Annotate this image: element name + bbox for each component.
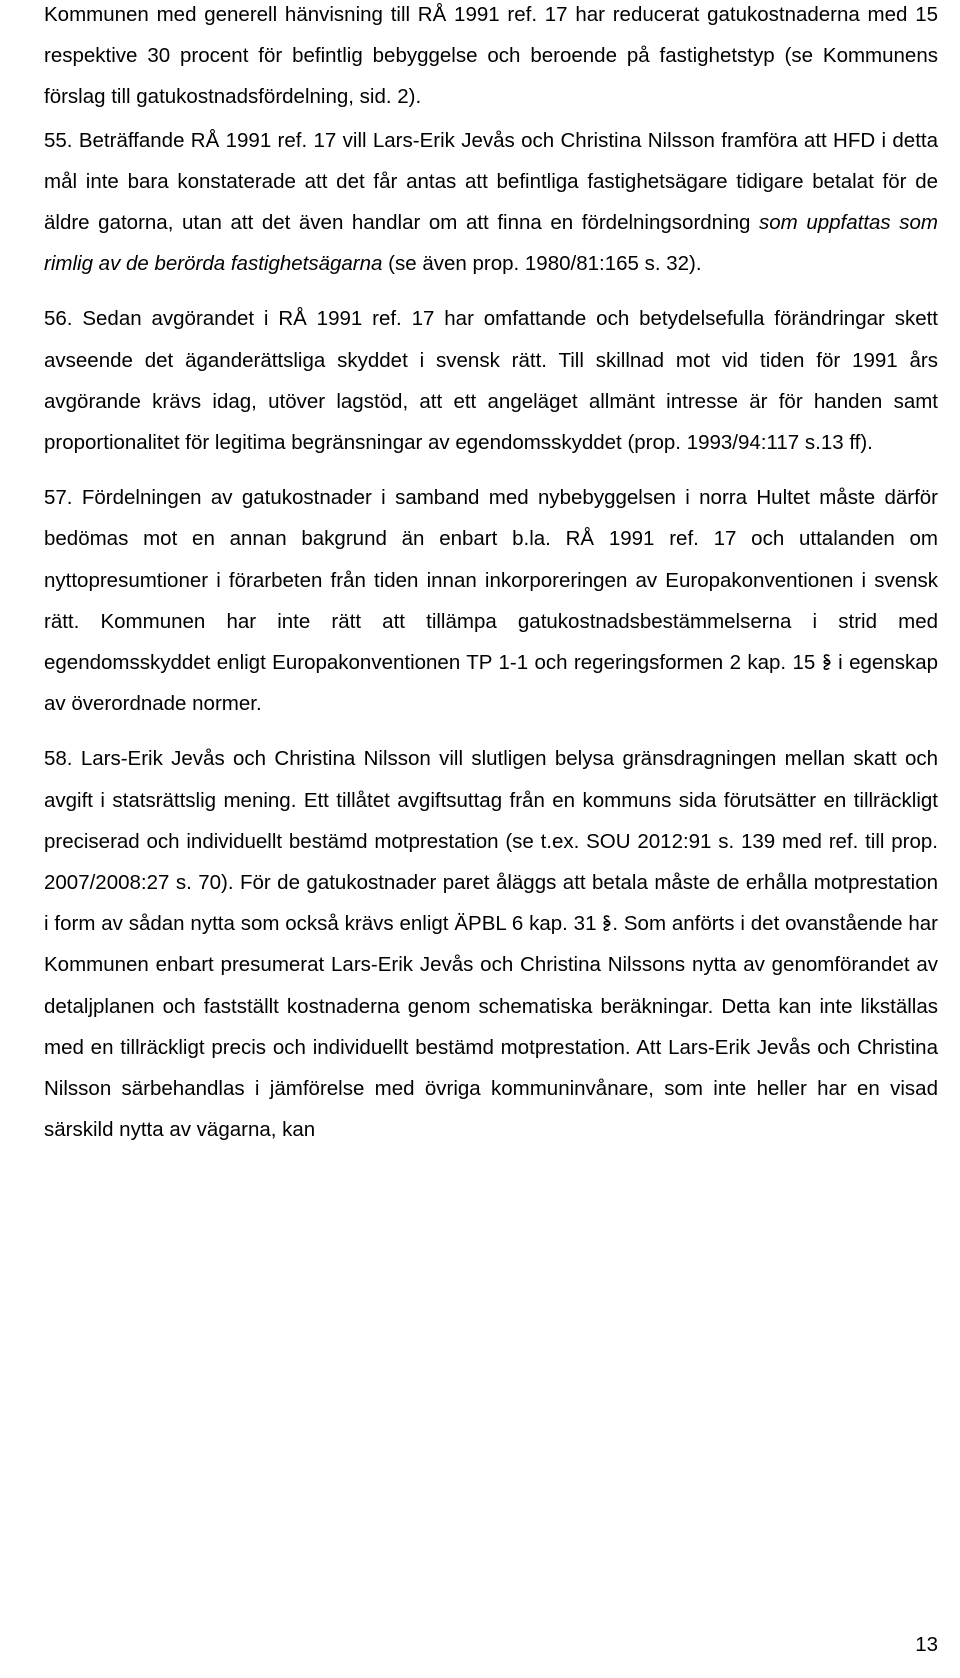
paragraph-number: 57. [44,486,73,510]
paragraph-57-text-end: i egenskap av överordnade normer. [44,651,938,716]
section-sign-icon [602,914,612,932]
paragraph-57-text: Fördelningen av gatukostnader i samband med nybebyggelsen i norra Hultet måste därför bedömas mot en annan bakgrund än enbart b.la. RÅ 1991 ref. 17 och uttalanden om nyttopresumtioner i förarbeten från tiden innan inkorporeringen av Europakonventionen i svensk rätt. Kommunen har inte rätt att tillämpa gatukostnadsbestämmelserna i strid med egendomsskyddet enligt Europakonventionen TP 1-1 och regeringsformen 2 kap. 15 [44,486,938,675]
page-number: 13 [915,1633,938,1656]
paragraph-intro-text: Kommunen med generell hänvisning till RÅ 1991 ref. 17 har reducerat gatukostnaderna med 15 respektive 30 procent för befintlig bebyggelse och beroende på fastighetstyp (se Kommunens förslag till gatukostnadsfördelning, sid. 2). [44,3,938,109]
paragraph-57 [44,477,938,724]
paragraph-58-text: Lars-Erik Jevås och Christina Nilsson vill slutligen belysa gränsdragningen mellan skatt och avgift i statsrättslig mening. Ett tillåtet avgiftsuttag från en kommuns sida förutsätter en tillräckligt preciserad och individuellt bestämd motprestation (se t.ex. SOU 2012:91 s. 139 med ref. till prop. 2007/2008:27 s. 70). För de gatukostnader paret åläggs att betala måste de erhålla motprestation i form av sådan nytta som också krävs enligt ÄPBL 6 kap. 31 [44,747,939,936]
paragraph-56 [44,298,938,463]
paragraph-56-text: Sedan avgörandet i RÅ 1991 ref. 17 har omfattande och betydelsefulla förändringar skett avseende det äganderättsliga skyddet i svensk rätt. Till skillnad mot vid tiden för 1991 års avgörande krävs idag, utöver lagstöd, att ett angeläget allmänt intresse är för handen samt proportionalitet för legitima begränsningar av egendomsskyddet (prop. 1993/94:117 s.13 ff). [44,307,938,455]
section-sign-icon [822,653,832,671]
paragraph-number: 56. [44,307,73,331]
paragraph-number: 58. [44,747,73,771]
paragraph-intro [44,0,938,118]
paragraph-58-text-end: . Som anförts i det ovanstående har Kommunen enbart presumerat Lars-Erik Jevås och Christina Nilssons nytta av genomförandet av detaljplanen och fastställt kostnaderna genom schematiska beräkningar. Detta kan inte likställas med en tillräckligt precis och individuellt bestämd motprestation. Att Lars-Erik Jevås och Christina Nilsson särbehandlas i jämförelse med övriga kommuninvånare, som inte heller har en visad särskild nytta av vägarna, kan [44,912,938,1142]
paragraph-55-text-end: (se även prop. 1980/81:165 s. 32). [388,252,702,276]
paragraph-55-text: Beträffande RÅ 1991 ref. 17 vill Lars-Erik Jevås och Christina Nilsson framföra att HFD i detta mål inte bara konstaterade att det får antas att befintliga fastighetsägare tidigare betalat för de äldre gatorna, utan att det även handlar om att finna en fördelningsordning [44,128,938,235]
paragraph-number: 55. [44,128,73,152]
paragraph-55-italic-text: som uppfattas som rimlig av de berörda fastighetsägarna [44,211,938,276]
paragraph-58 [44,738,938,1150]
document-page [44,0,938,1150]
paragraph-55 [44,120,938,285]
